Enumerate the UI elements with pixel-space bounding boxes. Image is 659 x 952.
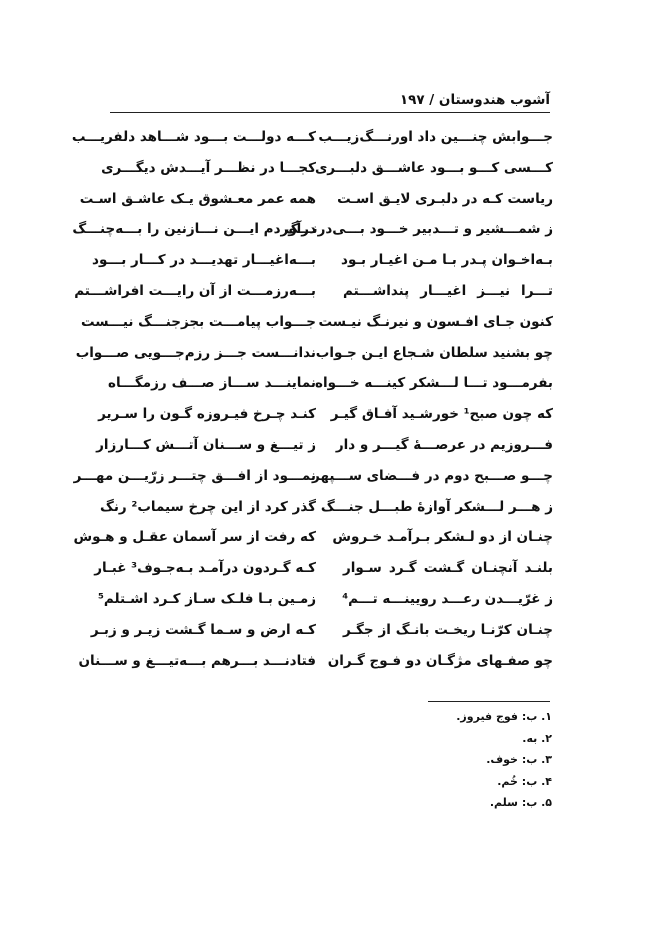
hemistich: زمـین بـا فلـک سـاز کـرد اشـتلم⁵ — [97, 590, 316, 607]
hemistich: چو بشنید سلطان شـجاع ایـن جـواب — [315, 344, 553, 361]
hemistich: ندانـــست جـــز رزم‌جـــویی صـــواب — [75, 344, 316, 361]
header-rule — [110, 112, 550, 113]
footnote-rule — [428, 701, 550, 702]
hemistich: نماینـــد ســـاز صـــف رزمگـــاه — [108, 375, 316, 392]
hemistich: فتادنـــد بـــرهم بـــه‌تیـــغ و ســـنان — [78, 652, 316, 669]
hemistich: نمـــود از افـــق چتـــر زرّیـــن مهـــر — [73, 467, 316, 484]
hemistich: بـه‌اخـوان پـدر بـا مـن اغیـار بـود — [341, 252, 553, 269]
footnote: ۱. ب: فوج فیروز. — [456, 710, 552, 723]
footnote: ۴. ب: خُم. — [497, 774, 552, 788]
hemistich: ز شمـــشیر و تـــدبیر خـــود بـــی‌درنـــگ — [284, 221, 553, 238]
hemistich: ز تیـــغ و ســـنان آتـــش کـــارزار — [96, 436, 316, 453]
hemistich: که چون صبح¹ خورشـید آفـاق گیـر — [330, 406, 553, 423]
hemistich: چو صفـهای مژگـان دو فـوج گـران — [327, 652, 553, 669]
verse-column-right — [284, 122, 553, 676]
hemistich: کـه ارض و سـما گـشت زیـر و زبـر — [90, 621, 316, 638]
hemistich: کنـد چـرخ فیـروزه گـون را سـریر — [98, 406, 316, 423]
hemistich: کـه گـردون درآمـد بـه‌جـوف³ غبـار — [94, 560, 316, 577]
hemistich: همه عمر معـشوق یـک عاشـق اسـت — [79, 190, 316, 207]
hemistich: بـــه‌رزمـــت از آن رایـــت افراشـــتم — [74, 282, 316, 299]
hemistich: فـــروزیم در عرصـــهٔ گیـــر و دار — [335, 436, 553, 453]
verse-column-left — [71, 122, 316, 676]
hemistich: که رفت از سر آسمان عقـل و هـوش — [73, 529, 316, 546]
hemistich: کـــسی کـــو بـــود عاشـــق دلبـــری — [314, 159, 553, 176]
hemistich: گذر کرد از این چرخ سیماب² رنگ — [100, 498, 316, 515]
hemistich: کجـــا در نظـــر آیـــدش دیگـــری — [101, 159, 316, 176]
hemistich: درآوردم ایـــن نـــازنین را بـــه‌چنـــگ — [72, 221, 316, 238]
hemistich: بلنـد آنچنـان گـشت گـرد سـوار — [343, 560, 553, 577]
hemistich: ز غرّیـــدن رعـــد رویینـــه تـــم⁴ — [342, 590, 553, 607]
hemistich: جـــوابش چنـــین داد اورنـــگ‌زیـــب — [318, 129, 553, 145]
hemistich: بفرمـــود تـــا لـــشکر کینـــه خـــواه — [315, 375, 553, 392]
hemistich: کنون جـای افـسون و نیرنـگ نیـست — [318, 313, 553, 330]
hemistich: کـــه دولـــت بـــود شـــاهد دلفریـــب — [71, 129, 316, 145]
footnotes — [300, 706, 552, 814]
hemistich: ز هـــر لـــشکر آوازهٔ طبـــل جنـــگ — [320, 498, 553, 515]
hemistich: بـــه‌اغیـــار تهدیـــد در کـــار بـــود — [92, 252, 316, 269]
hemistich: ریاست کـه در دلبـری لایـق اسـت — [337, 190, 553, 207]
hemistich: چنـان از دو لـشکر بـرآمـد خـروش — [332, 529, 553, 546]
footnote: ۳. ب: خوف. — [486, 753, 552, 766]
hemistich: چنـان کرّنـا ریخـت بانـگ از جگـر — [343, 621, 553, 638]
footnote: ۲. به. — [522, 731, 552, 745]
hemistich: جـــواب پیامـــت بجزجنـــگ نیـــست — [80, 313, 316, 330]
hemistich: چـــو صـــبح دوم در فـــضای ســـپهر — [312, 467, 553, 484]
running-header: آشوب هندوستان / ۱۹۷ — [399, 92, 550, 108]
hemistich: تـــرا نیـــز اغیـــار پنداشـــتم — [343, 282, 553, 299]
footnote: ۵. ب: سلم. — [489, 796, 552, 809]
